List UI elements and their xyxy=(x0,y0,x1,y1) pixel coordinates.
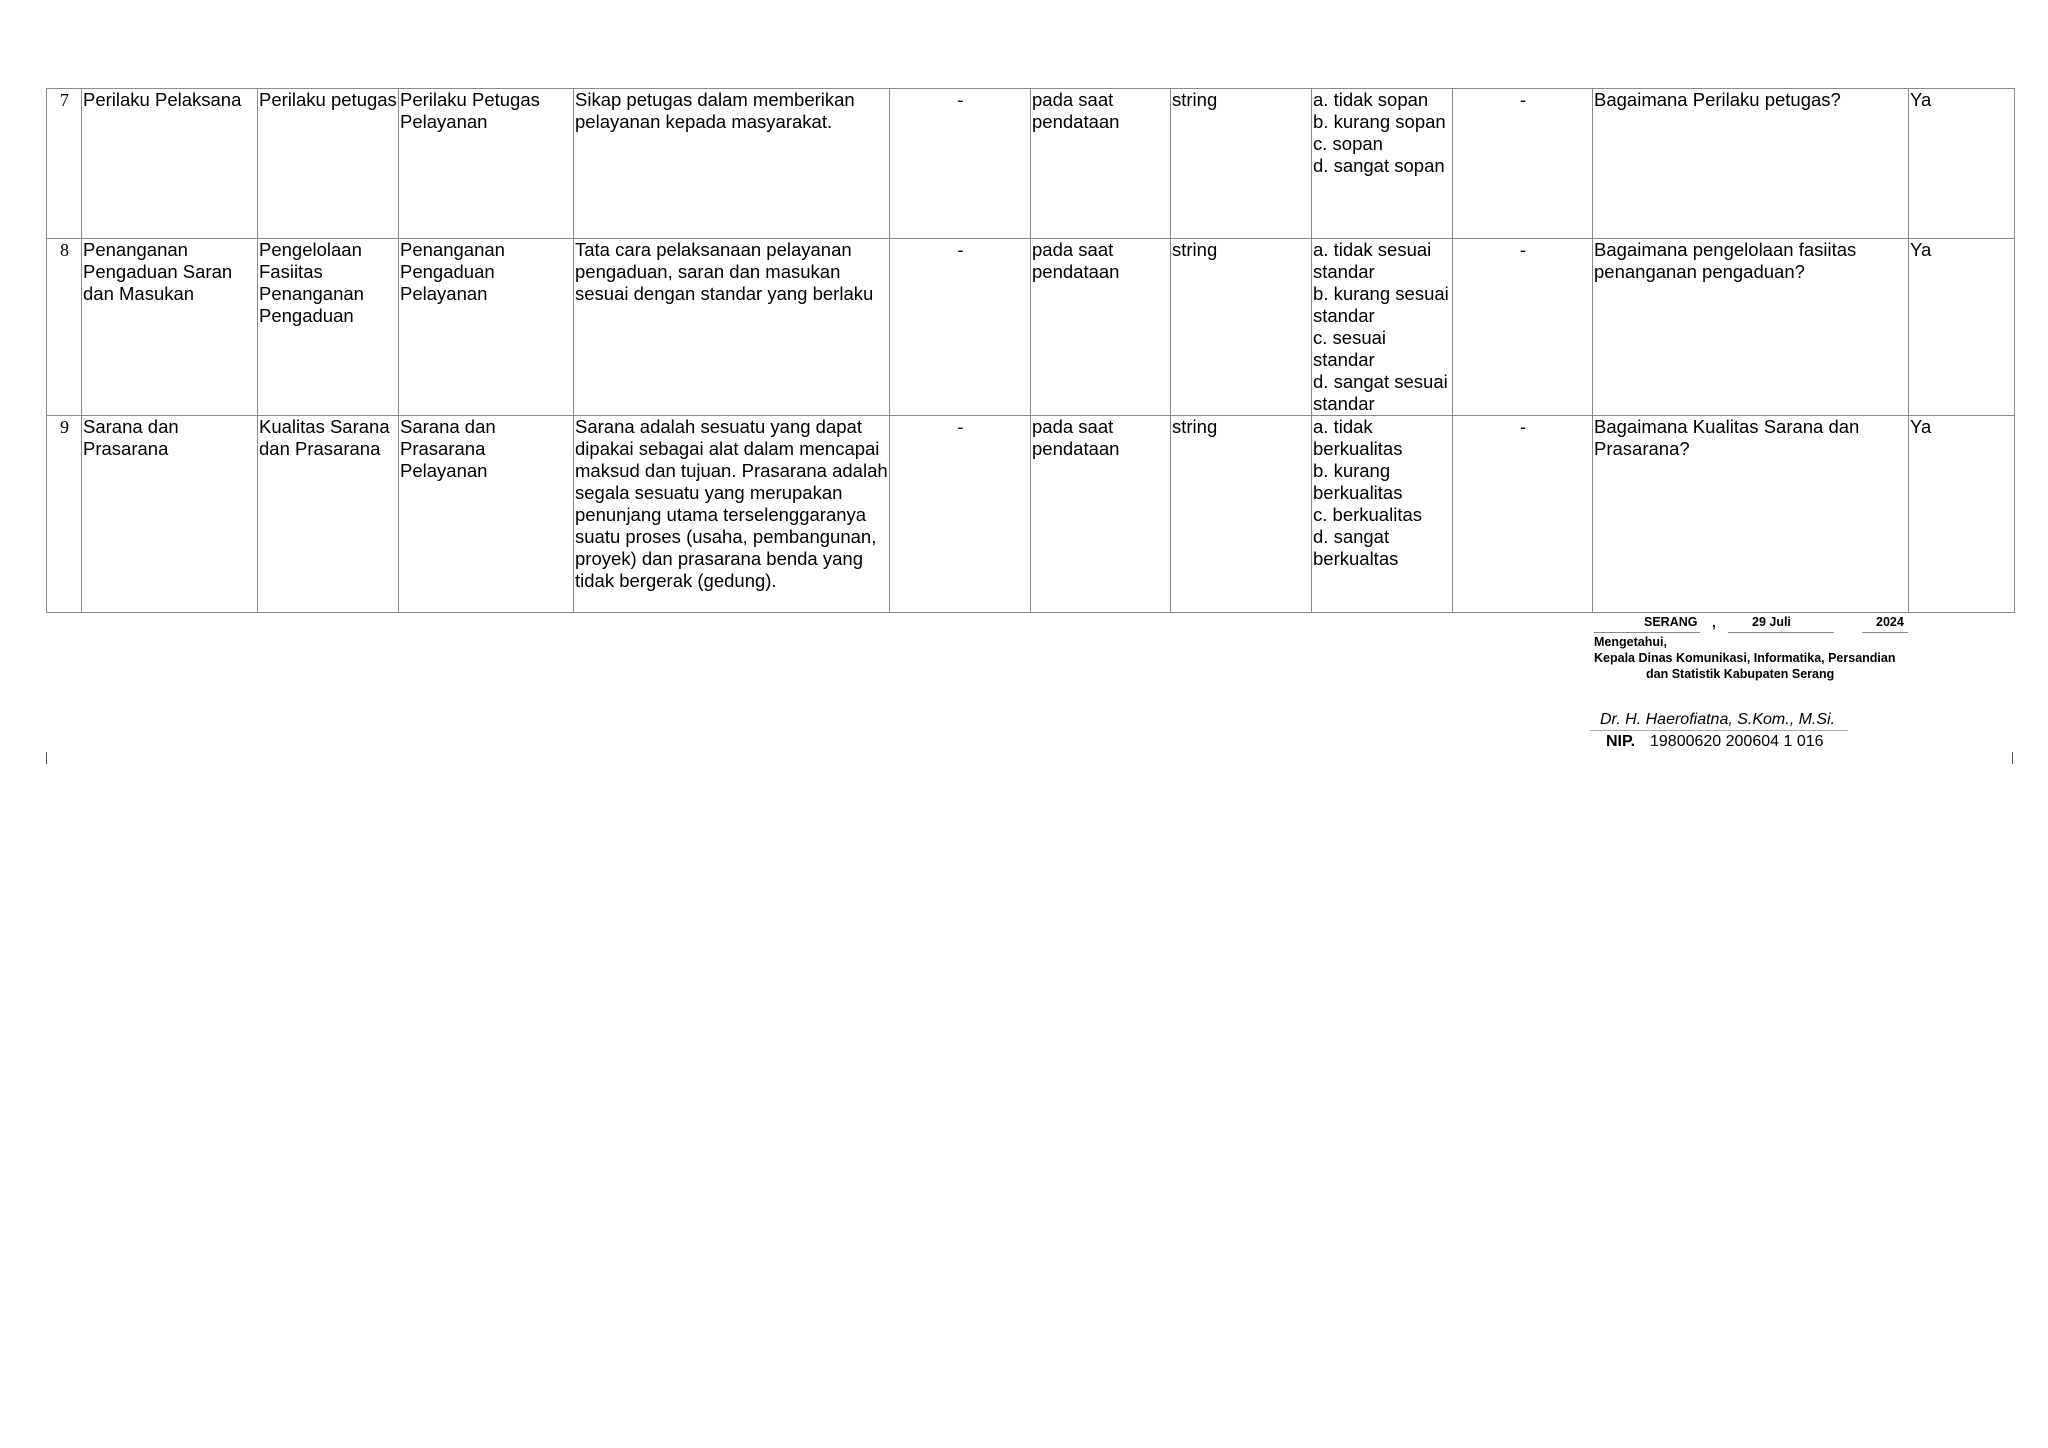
official-position-line2: dan Statistik Kabupaten Serang xyxy=(1646,667,1835,681)
row-number: 9 xyxy=(47,416,82,613)
option-item: d. sangat berkualtas xyxy=(1313,526,1399,569)
option-item: d. sangat sesuai standar xyxy=(1313,371,1448,414)
aspect-cell: Penanganan Pengaduan Saran dan Masukan xyxy=(82,239,258,416)
variable-cell: Perilaku Petugas Pelayanan xyxy=(399,89,574,239)
dash-cell: - xyxy=(1453,239,1593,416)
question-cell: Bagaimana Perilaku petugas? xyxy=(1593,89,1909,239)
answer-cell: Ya xyxy=(1909,239,2015,416)
dash-cell: - xyxy=(890,416,1031,613)
nip-number: 19800620 200604 1 016 xyxy=(1650,733,1824,750)
page-margin-mark xyxy=(2012,752,2013,764)
name-underline xyxy=(1590,730,1848,731)
official-position-line1: Kepala Dinas Komunikasi, Informatika, Persandian xyxy=(1594,651,1896,665)
dash-cell: - xyxy=(890,89,1031,239)
date-underline xyxy=(1728,632,1834,633)
option-item: c. sopan xyxy=(1313,133,1383,154)
option-item: c. berkualitas xyxy=(1313,504,1422,525)
time-cell: pada saat pendataan xyxy=(1031,416,1171,613)
signature-comma: , xyxy=(1712,614,1716,630)
acknowledged-label: Mengetahui, xyxy=(1594,635,1667,649)
signature-year: 2024 xyxy=(1876,615,1904,629)
option-item: b. kurang berkualitas xyxy=(1313,460,1403,503)
time-cell: pada saat pendataan xyxy=(1031,239,1171,416)
options-cell xyxy=(1312,89,1453,239)
option-item: a. tidak sopan xyxy=(1313,89,1429,110)
answer-cell: Ya xyxy=(1909,416,2015,613)
variable-cell: Penanganan Pengaduan Pelayanan xyxy=(399,239,574,416)
table-row xyxy=(47,416,2015,613)
option-item: c. sesuai standar xyxy=(1313,327,1387,370)
type-cell: string xyxy=(1171,239,1312,416)
signature-place: SERANG xyxy=(1644,615,1698,629)
indicator-cell: Perilaku petugas xyxy=(258,89,399,239)
type-cell: string xyxy=(1171,416,1312,613)
dash-cell: - xyxy=(1453,416,1593,613)
option-item: b. kurang sopan xyxy=(1313,111,1446,132)
question-cell: Bagaimana pengelolaan fasiitas penanganan pengaduan? xyxy=(1593,239,1909,416)
option-item: b. kurang sesuai standar xyxy=(1313,283,1449,326)
dash-cell: - xyxy=(890,239,1031,416)
official-name: Dr. H. Haerofiatna, S.Kom., M.Si. xyxy=(1600,711,1836,728)
options-cell xyxy=(1312,416,1453,613)
variable-cell: Sarana dan Prasarana Pelayanan xyxy=(399,416,574,613)
row-number: 8 xyxy=(47,239,82,416)
nip-label: NIP. xyxy=(1606,733,1636,750)
time-cell: pada saat pendataan xyxy=(1031,89,1171,239)
row-number: 7 xyxy=(47,89,82,239)
table-row xyxy=(47,89,2015,239)
answer-cell: Ya xyxy=(1909,89,2015,239)
indicator-table xyxy=(46,88,2015,613)
definition-cell: Sarana adalah sesuatu yang dapat dipakai sebagai alat dalam mencapai maksud dan tujuan. Prasarana adalah segala sesuatu yang merupakan penunjang utama terselenggaranya suatu proses (usaha, pembangunan, proyek) dan prasarana benda yang tidak bergerak (gedung). xyxy=(574,416,890,613)
indicator-cell: Pengelolaan Fasiitas Penanganan Pengaduan xyxy=(258,239,399,416)
type-cell: string xyxy=(1171,89,1312,239)
definition-cell: Tata cara pelaksanaan pelayanan pengaduan, saran dan masukan sesuai dengan standar yang berlaku xyxy=(574,239,890,416)
definition-cell: Sikap petugas dalam memberikan pelayanan kepada masyarakat. xyxy=(574,89,890,239)
options-cell xyxy=(1312,239,1453,416)
indicator-cell: Kualitas Sarana dan Prasarana xyxy=(258,416,399,613)
aspect-cell: Perilaku Pelaksana xyxy=(82,89,258,239)
place-underline xyxy=(1594,632,1700,633)
signature-date: 29 Juli xyxy=(1752,615,1791,629)
option-item: a. tidak berkualitas xyxy=(1313,416,1403,459)
dash-cell: - xyxy=(1453,89,1593,239)
aspect-cell: Sarana dan Prasarana xyxy=(82,416,258,613)
question-cell: Bagaimana Kualitas Sarana dan Prasarana? xyxy=(1593,416,1909,613)
page-margin-mark xyxy=(46,752,47,764)
table-row xyxy=(47,239,2015,416)
option-item: a. tidak sesuai standar xyxy=(1313,239,1432,282)
year-underline xyxy=(1862,632,1908,633)
option-item: d. sangat sopan xyxy=(1313,155,1445,176)
